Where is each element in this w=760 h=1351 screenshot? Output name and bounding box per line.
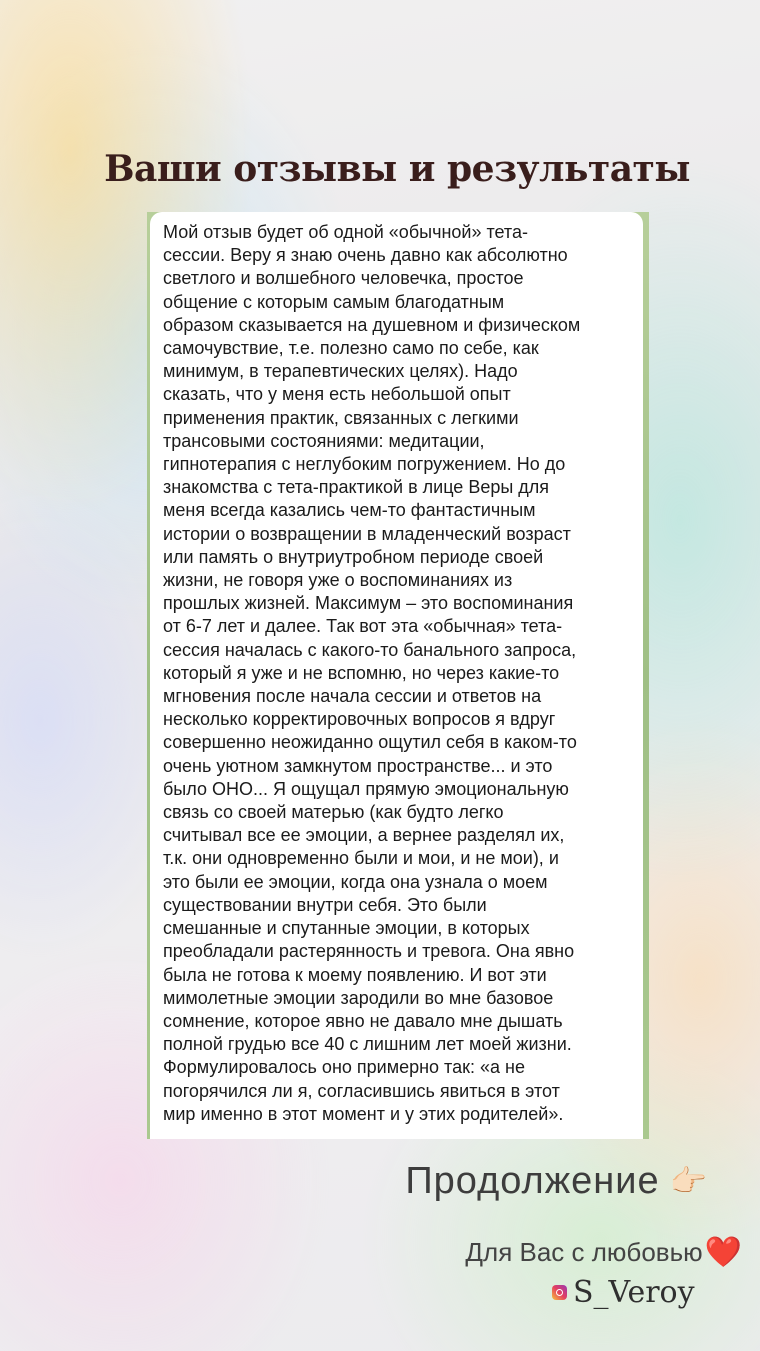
continue-link[interactable]	[405, 1160, 708, 1203]
love-caption	[465, 1235, 742, 1270]
review-text: Мой отзыв будет об одной «обычной» тета- сессии. Веру я знаю очень давно как абсолютно светлого и волшебного человечка, простое общение с которым самым благодатным образом сказывается на душевном и физическом самочувствие, т.е. полезно само по себе, как минимум, в терапевтических целях). Надо сказать, что у меня есть небольшой опыт применения практик, связанных с легкими трансовыми состояниями: медитации, гипнотерапия с неглубоким погружением. Но до знакомства с тета-практикой в лице Веры для меня всегда казались чем-то фантастичным истории о возвращении в младенческий возраст или память о внутриутробном периоде своей жизни, не говоря уже о воспоминаниях из прошлых жизней. Максимум – это воспоминания от 6-7 лет и далее. Так вот эта «обычная» тета- сессия началась с какого-то банального запроса, который я уже и не вспомню, но через какие-то мгновения после начала сессии и ответов на несколько корректировочных вопросов я вдруг совершенно неожиданно ощутил себя в каком-то очень уютном замкнутом пространстве... и это было ОНО... Я ощущал прямую эмоциональную связь со своей матерью (как будто легко считывал все ее эмоции, а вернее разделял их, т.к. они одновременно были и мои, и не мои), и это были ее эмоции, когда она узнала о моем существовании внутри себя. Это были смешанные и спутанные эмоции, в которых преобладали растерянность и тревога. Она явно была не готова к моему появлению. И вот эти мимолетные эмоции зародили во мне базовое сомнение, которое явно не давало мне дышать полной грудью все 40 с лишним лет моей жизни. Формулировалось оно примерно так: «а не погорячился ли я, согласившись явиться в этот мир именно в этот момент и у этих родителей».	[163, 222, 581, 1124]
continue-label: Продолжение	[405, 1160, 660, 1202]
instagram-icon	[552, 1285, 567, 1300]
instagram-handle[interactable]	[552, 1275, 695, 1310]
review-card	[150, 212, 643, 1139]
handle-text: S_Veroy	[573, 1275, 695, 1310]
heart-icon: ❤️	[704, 1236, 742, 1269]
pointing-hand-icon: 👉🏻	[669, 1165, 708, 1198]
love-text: Для Вас с любовью	[465, 1237, 703, 1267]
page-title: Ваши отзывы и результаты	[104, 148, 690, 190]
